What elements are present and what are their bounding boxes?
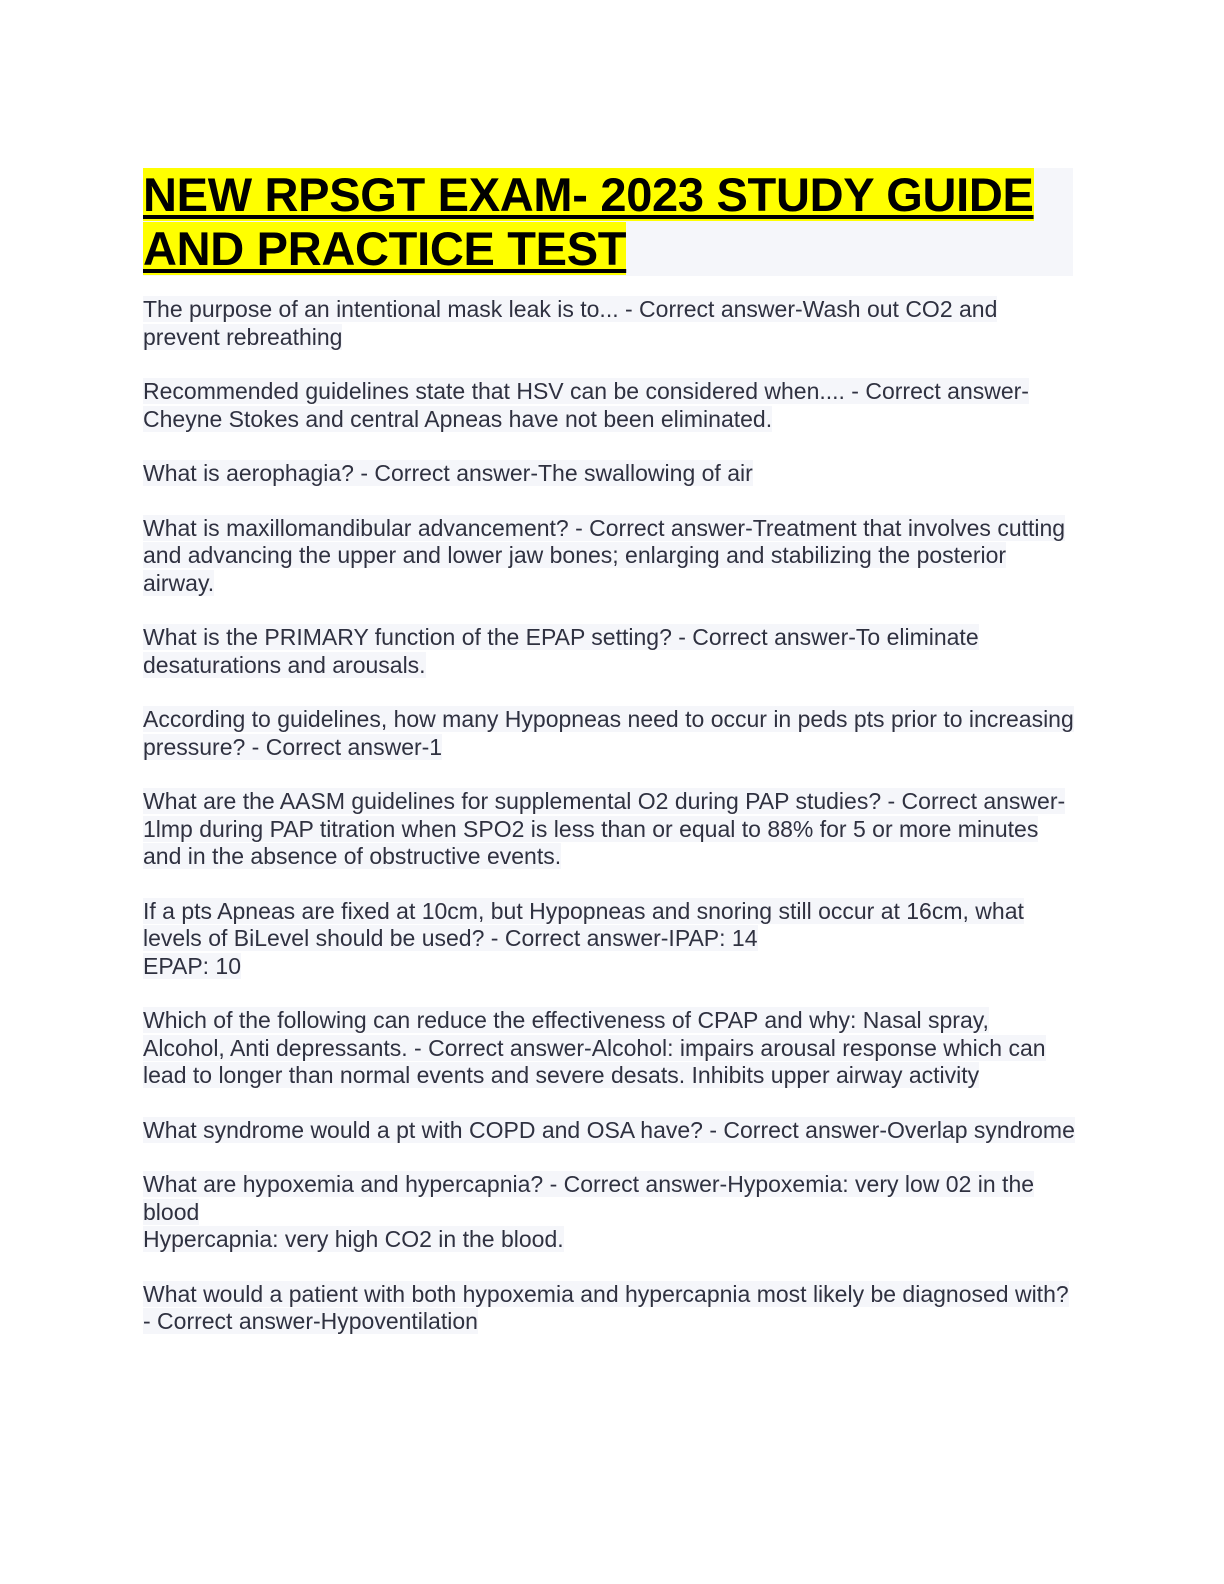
qa-item	[143, 296, 1075, 351]
qa-item	[143, 624, 1075, 679]
qa-item	[143, 1117, 1075, 1145]
qa-item	[143, 1281, 1075, 1336]
qa-item	[143, 1007, 1075, 1090]
qa-item	[143, 788, 1075, 871]
qa-item	[143, 515, 1075, 598]
document-title	[143, 168, 1073, 276]
qa-text: What syndrome would a pt with COPD and OSA have? - Correct answer-Overlap syndrome	[143, 1116, 1075, 1143]
title-block	[143, 168, 1073, 276]
qa-text: The purpose of an intentional mask leak is to... - Correct answer-Wash out CO2 and prevent rebreathing	[143, 296, 998, 350]
qa-text-continued: EPAP: 10	[143, 952, 242, 979]
qa-text: What is aerophagia? - Correct answer-The swallowing of air	[143, 460, 753, 486]
qa-text: Recommended guidelines state that HSV can be considered when.... - Correct answer-Cheyne Stokes and central Apneas have not been eliminated.	[143, 378, 1029, 432]
qa-text: According to guidelines, how many Hypopneas need to occur in peds pts prior to increasing pressure? - Correct answer-1	[143, 706, 1074, 760]
document-page	[143, 168, 1075, 1363]
qa-text: What are the AASM guidelines for supplemental O2 during PAP studies? - Correct answer-1lmp during PAP titration when SPO2 is less than or equal to 88% for 5 or more minutes and in the absence of obstructive events.	[143, 788, 1066, 869]
qa-item	[143, 1171, 1075, 1254]
qa-text: If a pts Apneas are fixed at 10cm, but Hypopneas and snoring still occur at 16cm, what levels of BiLevel should be used? - Correct answer-IPAP: 14	[143, 897, 1024, 951]
qa-text: What is the PRIMARY function of the EPAP setting? - Correct answer-To eliminate desaturations and arousals.	[143, 624, 979, 678]
document-title-text: NEW RPSGT EXAM- 2023 STUDY GUIDE AND PRACTICE TEST	[143, 168, 1034, 275]
qa-list	[143, 296, 1075, 1336]
qa-item	[143, 460, 1075, 488]
qa-text: What are hypoxemia and hypercapnia? - Correct answer-Hypoxemia: very low 02 in the blood	[143, 1171, 1035, 1225]
qa-text: What would a patient with both hypoxemia and hypercapnia most likely be diagnosed with? - Correct answer-Hypoventilation	[143, 1280, 1069, 1334]
qa-item	[143, 706, 1075, 761]
qa-item	[143, 378, 1075, 433]
qa-item	[143, 898, 1075, 981]
qa-text-continued: Hypercapnia: very high CO2 in the blood.	[143, 1226, 564, 1252]
qa-text: What is maxillomandibular advancement? - Correct answer-Treatment that involves cutting and advancing the upper and lower jaw bones; enlarging and stabilizing the posterior airway.	[143, 514, 1066, 596]
qa-text: Which of the following can reduce the effectiveness of CPAP and why: Nasal spray, Alcohol, Anti depressants. - Correct answer-Alcohol: impairs arousal response which can lead to longer than normal events and severe desats. Inhibits upper airway activity	[143, 1007, 1046, 1088]
